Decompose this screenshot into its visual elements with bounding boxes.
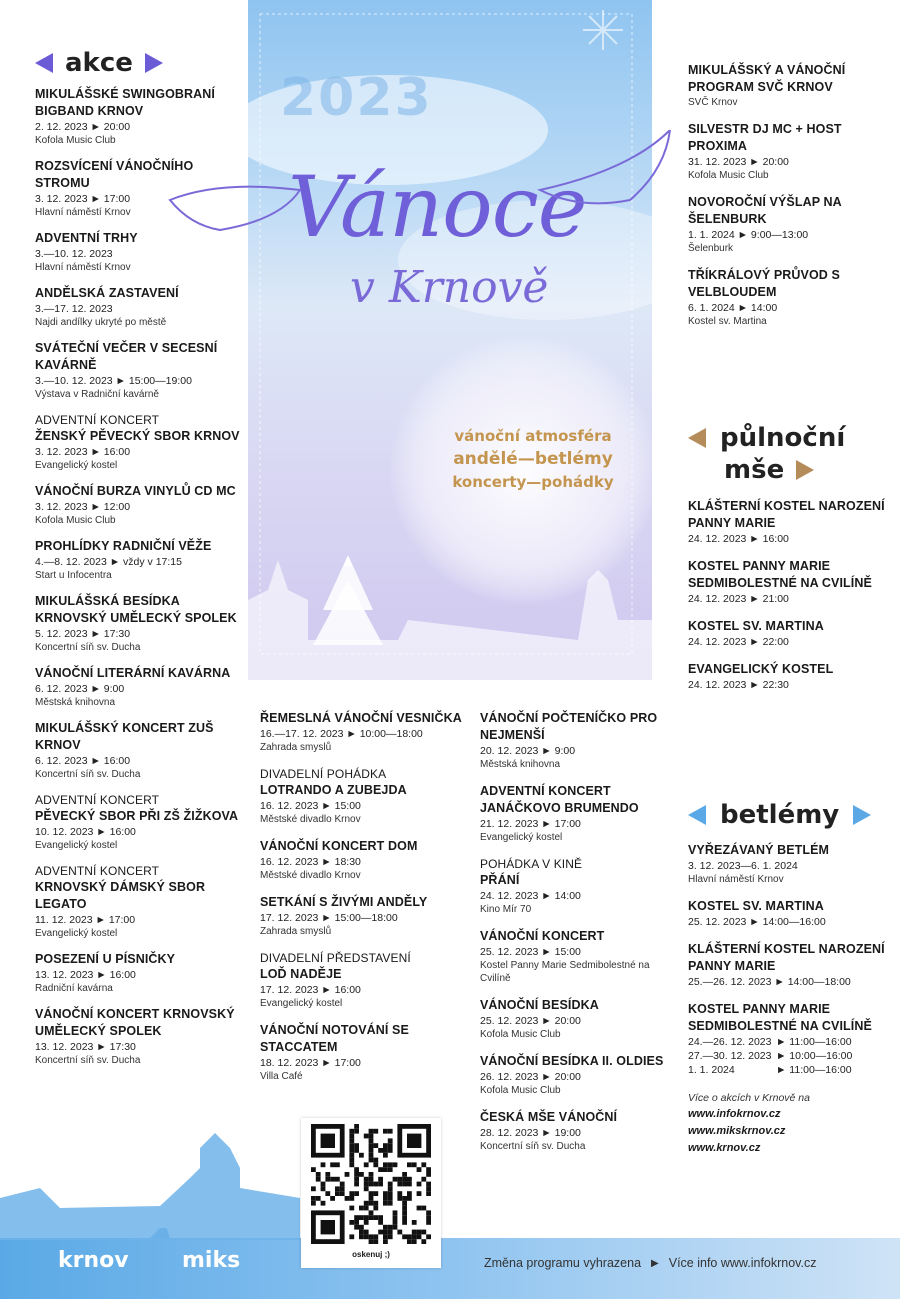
arrow-left-icon — [35, 53, 53, 73]
event-date: 4.—8. 12. 2023 ► vždy v 17:15 — [35, 556, 182, 568]
event-category: DIVADELNÍ PŘEDSTAVENÍ — [260, 951, 411, 965]
event-title: KOSTEL PANNY MARIE SEDMIBOLESTNÉ NA CVILÍNĚ — [688, 559, 872, 590]
link-mikskrnov[interactable]: www.mikskrnov.cz — [688, 1125, 786, 1137]
event-place: Městské divadlo Krnov — [260, 870, 361, 881]
event-title: LOĎ NADĚJE — [260, 967, 342, 981]
event-date-row — [688, 1035, 893, 1049]
event-date: 3. 12. 2023 ► 12:00 — [35, 501, 131, 513]
betlemy-section — [688, 800, 893, 1157]
event-item — [688, 558, 888, 606]
event-date: 3. 12. 2023—6. 1. 2024 — [688, 860, 798, 872]
event-place: Kofola Music Club — [35, 515, 116, 526]
miks-logo: miks — [182, 1248, 241, 1273]
event-item — [35, 593, 245, 654]
event-title: VÁNOČNÍ NOTOVÁNÍ SE STACCATEM — [260, 1023, 409, 1054]
event-item — [688, 121, 888, 182]
event-place: Kostel Panny Marie Sedmibolestné na Cvilíně — [480, 960, 650, 984]
event-date-row — [688, 1049, 893, 1063]
akce-header-label: akce — [65, 48, 133, 78]
event-item — [688, 898, 893, 929]
event-item — [480, 1053, 680, 1097]
event-item — [480, 928, 680, 985]
event-title: ŘEMESLNÁ VÁNOČNÍ VESNIČKA — [260, 711, 462, 725]
event-date: 6. 1. 2024 ► 14:00 — [688, 302, 778, 314]
event-place: Evangelický kostel — [35, 840, 118, 851]
event-title: EVANGELICKÝ KOSTEL — [688, 662, 834, 676]
event-date: 2. 12. 2023 ► 20:00 — [35, 121, 131, 133]
snowflake-icon — [583, 10, 623, 50]
event-place: Koncertní síň sv. Ducha — [480, 1141, 586, 1152]
event-category: DIVADELNÍ POHÁDKA — [260, 767, 387, 781]
event-item — [260, 766, 465, 826]
event-item — [480, 1109, 680, 1153]
event-item — [260, 1022, 465, 1083]
event-item — [260, 838, 465, 882]
event-place: Start u Infocentra — [35, 570, 112, 581]
event-place: Evangelický kostel — [35, 928, 118, 939]
footer-info: Více info www.infokrnov.cz — [668, 1256, 817, 1270]
hero-year: 2023 — [280, 68, 433, 128]
event-item — [688, 62, 888, 109]
event-item — [35, 285, 245, 329]
event-place: Kostel sv. Martina — [688, 316, 767, 327]
play-arrow-icon: ▶ — [651, 1257, 659, 1269]
event-item — [688, 267, 888, 328]
event-title: MIKULÁŠSKÁ BESÍDKA KRNOVSKÝ UMĚLECKÝ SPOLEK — [35, 594, 237, 625]
event-date: 6. 12. 2023 ► 16:00 — [35, 755, 131, 767]
event-item — [35, 951, 245, 995]
event-date: 13. 12. 2023 ► 16:00 — [35, 969, 136, 981]
event-title: ČESKÁ MŠE VÁNOČNÍ — [480, 1110, 618, 1124]
betlemy-event-list — [688, 842, 893, 1077]
event-title: MIKULÁŠSKÝ A VÁNOČNÍ PROGRAM SVČ KRNOV — [688, 63, 846, 94]
event-item — [260, 894, 465, 938]
event-place: Výstava v Radniční kavárně — [35, 389, 159, 400]
event-place: Hlavní náměstí Krnov — [35, 262, 131, 273]
hero-subtitle: v Krnově — [350, 262, 549, 313]
event-title: ADVENTNÍ TRHY — [35, 231, 138, 245]
event-title: SILVESTR DJ MC + HOST PROXIMA — [688, 122, 842, 153]
event-date: 3.—10. 12. 2023 — [35, 248, 113, 260]
event-date: 16.—17. 12. 2023 ► 10:00—18:00 — [260, 728, 423, 740]
event-title: SVÁTEČNÍ VEČER V SECESNÍ KAVÁRNĚ — [35, 341, 218, 372]
event-date: 3. 12. 2023 ► 16:00 — [35, 446, 131, 458]
pulnocni-event-list — [688, 498, 888, 692]
event-title: KOSTEL SV. MARTINA — [688, 899, 824, 913]
event-place: Najdi andílky ukryté po městě — [35, 317, 167, 328]
event-date: 31. 12. 2023 ► 20:00 — [688, 156, 789, 168]
event-title: VÁNOČNÍ KONCERT — [480, 929, 605, 943]
arrow-right-icon — [796, 460, 814, 480]
event-place: Kino Mír 70 — [480, 904, 532, 915]
event-title: KOSTEL SV. MARTINA — [688, 619, 824, 633]
event-item — [35, 538, 245, 582]
pulnocni-section — [688, 422, 888, 704]
event-item — [688, 194, 888, 255]
event-date: 25. 12. 2023 ► 15:00 — [480, 946, 581, 958]
event-title: KLÁŠTERNÍ KOSTEL NAROZENÍ PANNY MARIE — [688, 499, 885, 530]
event-item — [688, 498, 888, 546]
event-title: VYŘEZÁVANÝ BETLÉM — [688, 843, 830, 857]
akce-event-list — [35, 86, 245, 1067]
event-place: Kofola Music Club — [480, 1085, 561, 1096]
event-item — [35, 158, 245, 219]
event-item — [688, 1001, 893, 1077]
event-place: Evangelický kostel — [35, 460, 118, 471]
event-place: Villa Café — [260, 1071, 303, 1082]
event-title: MIKULÁŠSKÉ SWINGOBRANÍ BIGBAND KRNOV — [35, 87, 215, 118]
arrow-right-icon — [853, 805, 871, 825]
more-info-intro: Více o akcích v Krnově na — [688, 1092, 810, 1104]
event-time-range: ► 10:00—16:00 — [776, 1050, 853, 1062]
event-item — [35, 340, 245, 401]
hero-title: Vánoce — [288, 158, 587, 256]
event-title: MIKULÁŠSKÝ KONCERT ZUŠ KRNOV — [35, 721, 214, 752]
event-date: 18. 12. 2023 ► 17:00 — [260, 1057, 361, 1069]
event-place: Kofola Music Club — [480, 1029, 561, 1040]
tagline-line: andělé—betlémy — [453, 449, 613, 469]
event-title: VÁNOČNÍ BURZA VINYLŮ CD MC — [35, 484, 236, 498]
event-place: Městské divadlo Krnov — [260, 814, 361, 825]
event-title: PROHLÍDKY RADNIČNÍ VĚŽE — [35, 539, 212, 553]
event-item — [260, 950, 465, 1010]
event-place: Šelenburk — [688, 243, 734, 254]
event-place: SVČ Krnov — [688, 97, 738, 108]
pulnocni-header — [688, 422, 888, 454]
event-title: VÁNOČNÍ LITERÁRNÍ KAVÁRNA — [35, 666, 231, 680]
qr-code-card — [301, 1118, 441, 1268]
event-item — [35, 1006, 245, 1067]
event-title: LOTRANDO A ZUBEJDA — [260, 783, 407, 797]
event-item — [35, 863, 245, 940]
event-place: Hlavní náměstí Krnov — [688, 874, 784, 885]
event-place: Kofola Music Club — [35, 135, 116, 146]
more-info — [688, 1091, 893, 1157]
event-date: 24. 12. 2023 ► 22:00 — [688, 636, 789, 648]
qr-caption: oskenuj ;) — [352, 1250, 390, 1259]
event-date: 5. 12. 2023 ► 17:30 — [35, 628, 131, 640]
middle-right-column — [480, 710, 680, 1165]
event-title: POSEZENÍ U PÍSNIČKY — [35, 952, 176, 966]
betlemy-header-label: betlémy — [720, 800, 840, 830]
hero-tagline — [438, 425, 628, 493]
middle-left-column — [260, 710, 465, 1095]
event-title: VÁNOČNÍ KONCERT DOM — [260, 839, 418, 853]
event-date: 28. 12. 2023 ► 19:00 — [480, 1127, 581, 1139]
akce-header — [35, 48, 245, 78]
event-title: PŘÁNÍ — [480, 873, 520, 887]
event-item — [688, 618, 888, 649]
event-item — [688, 941, 893, 989]
middle-left-event-list — [260, 710, 465, 1083]
event-date: 20. 12. 2023 ► 9:00 — [480, 745, 576, 757]
event-time-range: ► 11:00—16:00 — [776, 1036, 852, 1048]
betlemy-header — [688, 800, 893, 830]
event-date-range: 24.—26. 12. 2023 — [688, 1036, 772, 1048]
event-date: 26. 12. 2023 ► 20:00 — [480, 1071, 581, 1083]
event-title: SETKÁNÍ S ŽIVÝMI ANDĚLY — [260, 895, 428, 909]
event-category: ADVENTNÍ KONCERT — [35, 793, 160, 807]
arrow-left-icon — [688, 805, 706, 825]
tagline-line: vánoční atmosféra — [454, 427, 612, 445]
link-infokrnov[interactable]: www.infokrnov.cz — [688, 1108, 781, 1120]
event-date: 17. 12. 2023 ► 15:00—18:00 — [260, 912, 398, 924]
event-date: 24. 12. 2023 ► 22:30 — [688, 679, 789, 691]
krnov-logo: krnov — [58, 1248, 129, 1273]
event-place: Hlavní náměstí Krnov — [35, 207, 131, 218]
event-item — [480, 783, 680, 844]
event-item — [35, 86, 245, 147]
event-title: ŽENSKÝ PĚVECKÝ SBOR KRNOV — [35, 429, 240, 443]
event-date: 3.—17. 12. 2023 — [35, 303, 113, 315]
event-date: 16. 12. 2023 ► 15:00 — [260, 800, 361, 812]
event-date: 16. 12. 2023 ► 18:30 — [260, 856, 361, 868]
event-place: Městská knihovna — [480, 759, 561, 770]
event-category: ADVENTNÍ KONCERT — [35, 413, 160, 427]
event-title: KRNOVSKÝ DÁMSKÝ SBOR LEGATO — [35, 880, 206, 911]
event-category: ADVENTNÍ KONCERT — [35, 864, 160, 878]
event-time-range: ► 11:00—16:00 — [776, 1064, 852, 1076]
event-item — [35, 483, 245, 527]
right-top-column — [688, 62, 888, 340]
event-category: POHÁDKA V KINĚ — [480, 857, 583, 871]
event-date: 3. 12. 2023 ► 17:00 — [35, 193, 131, 205]
pulnocni-header-2 — [724, 454, 888, 486]
hero-banner — [248, 0, 652, 680]
event-date: 6. 12. 2023 ► 9:00 — [35, 683, 125, 695]
event-date: 13. 12. 2023 ► 17:30 — [35, 1041, 136, 1053]
event-item — [35, 665, 245, 709]
event-date: 25.—26. 12. 2023 ► 14:00—18:00 — [688, 976, 851, 988]
event-date-row — [688, 1063, 893, 1077]
event-date: 11. 12. 2023 ► 17:00 — [35, 914, 136, 926]
event-place: Kofola Music Club — [688, 170, 769, 181]
akce-column — [35, 48, 245, 1078]
event-date: 24. 12. 2023 ► 14:00 — [480, 890, 581, 902]
event-date: 25. 12. 2023 ► 14:00—16:00 — [688, 916, 826, 928]
right-top-event-list — [688, 62, 888, 328]
footer-text — [484, 1256, 816, 1270]
event-title: KOSTEL PANNY MARIE SEDMIBOLESTNÉ NA CVILÍNĚ — [688, 1002, 872, 1033]
arrow-right-icon — [145, 53, 163, 73]
event-title: VÁNOČNÍ POČTENÍČKO PRO NEJMENŠÍ — [480, 711, 658, 742]
event-item — [480, 856, 680, 916]
event-title: ROZSVÍCENÍ VÁNOČNÍHO STROMU — [35, 159, 194, 190]
event-title: PĚVECKÝ SBOR PŘI ZŠ ŽIŽKOVA — [35, 809, 239, 823]
event-date: 25. 12. 2023 ► 20:00 — [480, 1015, 581, 1027]
event-item — [35, 230, 245, 274]
link-krnov[interactable]: www.krnov.cz — [688, 1142, 761, 1154]
footer-note: Změna programu vyhrazena — [484, 1256, 642, 1270]
event-date: 3.—10. 12. 2023 ► 15:00—19:00 — [35, 375, 192, 387]
event-date: 1. 1. 2024 ► 9:00—13:00 — [688, 229, 809, 241]
qr-code[interactable] — [311, 1124, 431, 1244]
event-title: ANDĚLSKÁ ZASTAVENÍ — [35, 286, 179, 300]
event-date: 10. 12. 2023 ► 16:00 — [35, 826, 136, 838]
arrow-left-icon — [688, 428, 706, 448]
event-date: 24. 12. 2023 ► 21:00 — [688, 593, 789, 605]
event-item — [35, 720, 245, 781]
event-item — [35, 412, 245, 472]
event-date: 24. 12. 2023 ► 16:00 — [688, 533, 789, 545]
church-silhouette — [0, 1128, 300, 1240]
middle-right-event-list — [480, 710, 680, 1153]
event-item — [260, 710, 465, 754]
pulnocni-header-label: půlnoční — [720, 423, 846, 453]
event-item — [688, 842, 893, 886]
event-item — [688, 661, 888, 692]
event-date-range: 27.—30. 12. 2023 — [688, 1050, 772, 1062]
event-date-range: 1. 1. 2024 — [688, 1064, 735, 1076]
event-title: NOVOROČNÍ VÝŠLAP NA ŠELENBURK — [688, 195, 842, 226]
pulnocni-header-label-2: mše — [724, 455, 785, 485]
footer — [0, 1228, 900, 1299]
event-date: 21. 12. 2023 ► 17:00 — [480, 818, 581, 830]
event-title: VÁNOČNÍ BESÍDKA II. OLDIES — [480, 1054, 664, 1068]
event-place: Evangelický kostel — [260, 998, 343, 1009]
event-place: Zahrada smyslů — [260, 742, 332, 753]
event-place: Zahrada smyslů — [260, 926, 332, 937]
event-title: KLÁŠTERNÍ KOSTEL NAROZENÍ PANNY MARIE — [688, 942, 885, 973]
event-place: Evangelický kostel — [480, 832, 563, 843]
event-place: Koncertní síň sv. Ducha — [35, 642, 141, 653]
event-title: ADVENTNÍ KONCERT JANÁČKOVO BRUMENDO — [480, 784, 639, 815]
event-title: VÁNOČNÍ KONCERT KRNOVSKÝ UMĚLECKÝ SPOLEK — [35, 1007, 235, 1038]
event-date: 17. 12. 2023 ► 16:00 — [260, 984, 361, 996]
event-place: Městská knihovna — [35, 697, 116, 708]
tagline-line: koncerty—pohádky — [452, 473, 614, 491]
event-place: Koncertní síň sv. Ducha — [35, 1055, 141, 1066]
event-item — [480, 710, 680, 771]
event-place: Koncertní síň sv. Ducha — [35, 769, 141, 780]
event-title: VÁNOČNÍ BESÍDKA — [480, 998, 599, 1012]
event-item — [480, 997, 680, 1041]
event-place: Radniční kavárna — [35, 983, 113, 994]
event-item — [35, 792, 245, 852]
event-title: TŘÍKRÁLOVÝ PRŮVOD S VELBLOUDEM — [688, 268, 840, 299]
